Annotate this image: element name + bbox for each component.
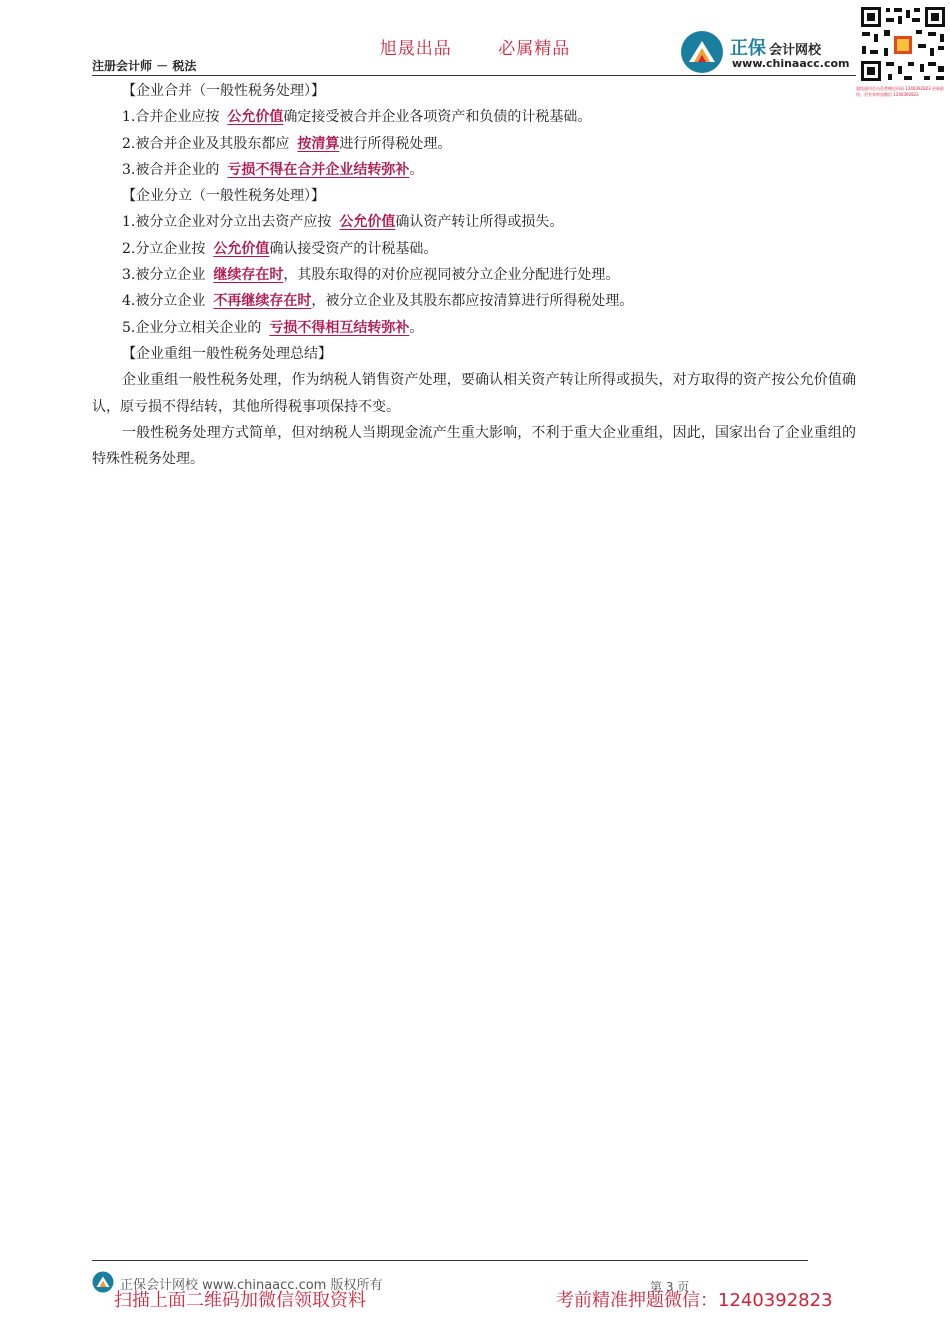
footer-promo-left: 扫描上面二维码加微信领取资料 <box>114 1290 366 1311</box>
merge-item-text: 。 <box>409 161 424 178</box>
split-item-text: 1.被分立企业对分立出去资产应按 <box>122 214 332 231</box>
split-item-text: 。 <box>409 319 424 336</box>
brand-logo-icon <box>680 30 724 74</box>
split-item-text: 2.分立企业按 <box>122 240 206 257</box>
split-item-text: 4.被分立企业 <box>122 293 206 310</box>
summary-paragraph: 企业重组一般性税务处理，作为纳税人销售资产处理，要确认相关资产转让所得或损失，对方取得的资产按公允价值确认，原亏损不得结转，其他所得税事项保持不变。 <box>92 372 856 415</box>
brand-logo-block[interactable] <box>680 30 860 74</box>
merge-item-text: 3.被合并企业的 <box>122 161 220 178</box>
merge-item <box>92 157 856 183</box>
split-item-keyword: 不再继续存在时 <box>213 293 312 310</box>
header-divider <box>92 75 856 76</box>
section-title-summary: 【企业重组一般性税务处理总结】 <box>122 345 332 362</box>
merge-item-text: 进行所得税处理。 <box>339 135 452 152</box>
section-title-merge: 【企业合并（一般性税务处理）】 <box>122 83 325 99</box>
merge-item-text: 1.合并企业应按 <box>122 109 220 126</box>
merge-item-keyword: 公允价值 <box>227 109 284 126</box>
qr-caption: 超级通用会员免费赠送资料 1240392823 更新最快、更有效率加微信 1240392823 <box>856 86 944 97</box>
subject-title: 注册会计师 － 税法 <box>92 59 197 73</box>
merge-item-keyword: 亏损不得在合并企业结转弥补 <box>227 161 410 178</box>
split-item <box>92 315 856 341</box>
footer-divider <box>92 1260 808 1261</box>
split-item <box>92 262 856 288</box>
merge-item <box>92 104 856 130</box>
merge-item-text: 2.被合并企业及其股东都应 <box>122 135 290 152</box>
split-item-text: 5.企业分立相关企业的 <box>122 319 262 336</box>
split-item-text: 确认接受资产的计税基础。 <box>269 240 438 257</box>
footer-copyright: 正保会计网校 www.chinaacc.com 版权所有 <box>120 1278 383 1293</box>
split-item-text: 确认资产转让所得或损失。 <box>395 214 564 231</box>
document-body <box>92 78 856 472</box>
qr-code-icon <box>858 4 948 84</box>
split-item-keyword: 公允价值 <box>339 214 396 231</box>
merge-item <box>92 131 856 157</box>
brand-url[interactable]: www.chinaacc.com <box>732 57 850 70</box>
split-item <box>92 209 856 235</box>
brand-name-main: 正保 <box>730 38 766 59</box>
split-item-keyword: 公允价值 <box>213 240 270 257</box>
merge-item-text: 确定接受被合并企业各项资产和负债的计税基础。 <box>283 109 592 126</box>
split-item-text: ，其股东取得的对价应视同被分立企业分配进行处理。 <box>283 267 620 284</box>
split-item <box>92 288 856 314</box>
split-item-text: ，被分立企业及其股东都应按清算进行所得税处理。 <box>311 293 634 310</box>
section-title-split: 【企业分立（一般性税务处理）】 <box>122 188 325 205</box>
split-item-keyword: 亏损不得相互结转弥补 <box>269 319 410 336</box>
split-item-text: 3.被分立企业 <box>122 267 206 284</box>
split-item-keyword: 继续存在时 <box>213 267 284 284</box>
merge-item-keyword: 按清算 <box>297 135 340 152</box>
footer-logo-icon <box>92 1271 114 1293</box>
brand-name-suffix: 会计网校 <box>769 43 822 58</box>
footer-promo-right: 考前精准押题微信：1240392823 <box>556 1290 833 1311</box>
slogan-right: 必属精品 <box>498 39 571 59</box>
summary-paragraph: 一般性税务处理方式简单，但对纳税人当期现金流产生重大影响，不利于重大企业重组，因此，国家出台了企业重组的特殊性税务处理。 <box>92 424 856 468</box>
page-number: 第 3 页 <box>650 1280 690 1294</box>
split-item <box>92 236 856 262</box>
slogan-left: 旭晟出品 <box>379 39 452 59</box>
